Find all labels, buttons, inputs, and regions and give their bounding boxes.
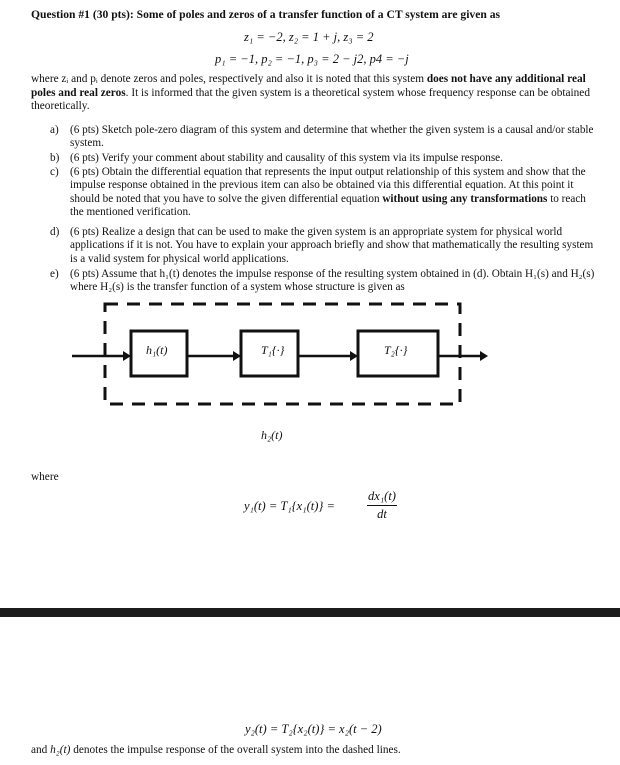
output-arrowhead <box>480 351 488 361</box>
y1-fraction-numerator: dx₁(t) <box>368 489 396 503</box>
item-d-label: d) <box>50 226 60 238</box>
item-a-label: a) <box>50 124 59 136</box>
item-c-tail: to reach the mentioned verification. <box>70 192 586 219</box>
item-c-label: c) <box>50 166 59 178</box>
y1-equation-lhs: y₁(t) = T₁{x₁(t)} = <box>244 499 335 513</box>
where-label: where <box>31 471 59 483</box>
page-divider <box>0 608 620 617</box>
diagram-caption: h₂(t) <box>261 428 283 442</box>
final-math: h₂(t) <box>50 744 71 756</box>
intro-paragraph <box>31 73 607 114</box>
final-sentence <box>31 744 401 758</box>
item-e-text: (6 pts) Assume that h₁(t) denotes the impulse response of the resulting system obtained in (d). Obtain H₁(s) and H₂(s) where H₂(s) is the transfer function of a system whose structure is given as <box>70 268 595 294</box>
question-label: Question #1 (30 pts): <box>31 8 134 21</box>
block-h1-label: h₁(t) <box>146 343 168 357</box>
item-e <box>50 268 600 295</box>
item-c <box>50 166 600 220</box>
item-c-bold: without using any transformations <box>382 192 548 205</box>
intro-bold: does not have any additional real poles and real zeros <box>31 73 586 99</box>
block-t2-label: T₂{·} <box>384 343 408 357</box>
y1-fraction-denominator: dt <box>377 507 387 521</box>
item-e-label: e) <box>50 268 59 280</box>
question-header <box>31 8 611 21</box>
item-b-text: (6 pts) Verify your comment about stability and causality of this system via its impulse response. <box>70 152 503 164</box>
y1-fraction-bar <box>367 505 397 506</box>
final-post: denotes the impulse response of the overall system into the dashed lines. <box>70 744 401 756</box>
intro-part2: . It is informed that the given system is a theoretical system whose frequency response can be obtained theoretically. <box>31 86 590 113</box>
item-a <box>50 124 600 151</box>
item-c-body: (6 pts) Obtain the differential equation that represents the input output relationship of this system and show that the impulse response obtained in the previous item can also be obtained via this differential equation. At this point it should be noted that you have to solve the given differential equation <box>70 166 586 205</box>
block-t1-label: T₁{·} <box>261 343 285 357</box>
item-d <box>50 226 600 266</box>
item-a-text: (6 pts) Sketch pole-zero diagram of this system and determine that whether the given system is a causal and/or stable system. <box>70 124 594 150</box>
item-b <box>50 152 600 165</box>
item-b-label: b) <box>50 152 60 164</box>
question-text: Some of poles and zeros of a transfer function of a CT system are given as <box>136 8 501 21</box>
final-pre: and <box>31 744 51 756</box>
poles-equation: p₁ = −1, p₂ = −1, p₃ = 2 − j2, p4 = −j <box>215 52 409 66</box>
item-d-text: (6 pts) Realize a design that can be used to make the given system is an appropriate system for physical world applications if it is not. You have to explain your approach briefly and show that mathematically the resulting system is a valid system for physical world applications. <box>70 226 594 265</box>
intro-part1: where zᵢ and pᵢ denote zeros and poles, respectively and also it is noted that this system <box>31 73 427 85</box>
y2-equation: y₂(t) = T₂{x₂(t)} = x₂(t − 2) <box>245 722 382 736</box>
zeros-equation: z₁ = −2, z₂ = 1 + j, z₃ = 2 <box>244 30 374 44</box>
item-c-text <box>70 166 600 220</box>
